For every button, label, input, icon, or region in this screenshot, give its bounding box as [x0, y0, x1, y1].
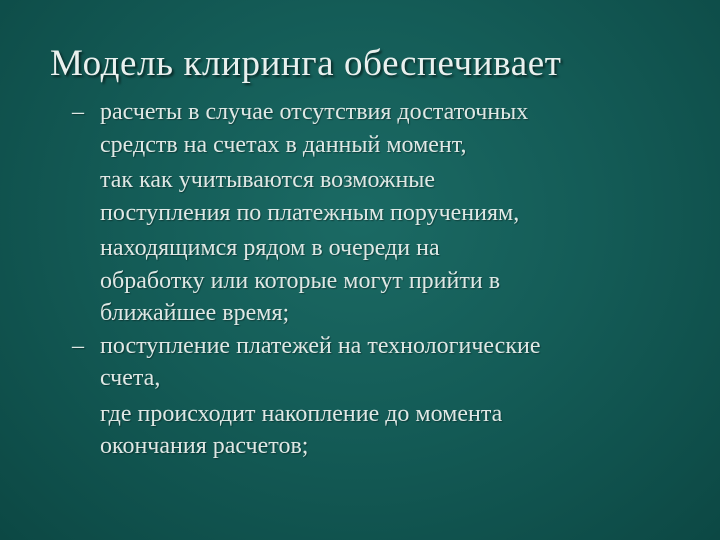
text-line: средств на счетах в данный момент,	[100, 131, 467, 158]
slide-body	[70, 96, 710, 463]
text-line: ближайшее время;	[100, 300, 290, 326]
dash-marker: –	[72, 332, 84, 359]
text-line: так как учитываются возможные	[100, 167, 436, 193]
text-line: окончания расчетов;	[100, 433, 309, 459]
text-line: поступление платежей на технологические	[100, 332, 541, 359]
bullet-item	[70, 330, 710, 463]
slide-title: Модель клиринга обеспечивает	[50, 43, 562, 84]
text-line: где происходит накопление до момента	[100, 400, 503, 427]
text-line: обработку или которые могут прийти в	[100, 267, 501, 294]
text-line: находящимся рядом в очереди на	[100, 235, 440, 261]
text-line: поступления по платежным поручениям,	[100, 199, 520, 226]
text-line: счета,	[100, 365, 161, 391]
text-line: расчеты в случае отсутствия достаточных	[100, 99, 529, 125]
dash-marker: –	[72, 99, 84, 125]
bullet-item	[70, 96, 710, 330]
